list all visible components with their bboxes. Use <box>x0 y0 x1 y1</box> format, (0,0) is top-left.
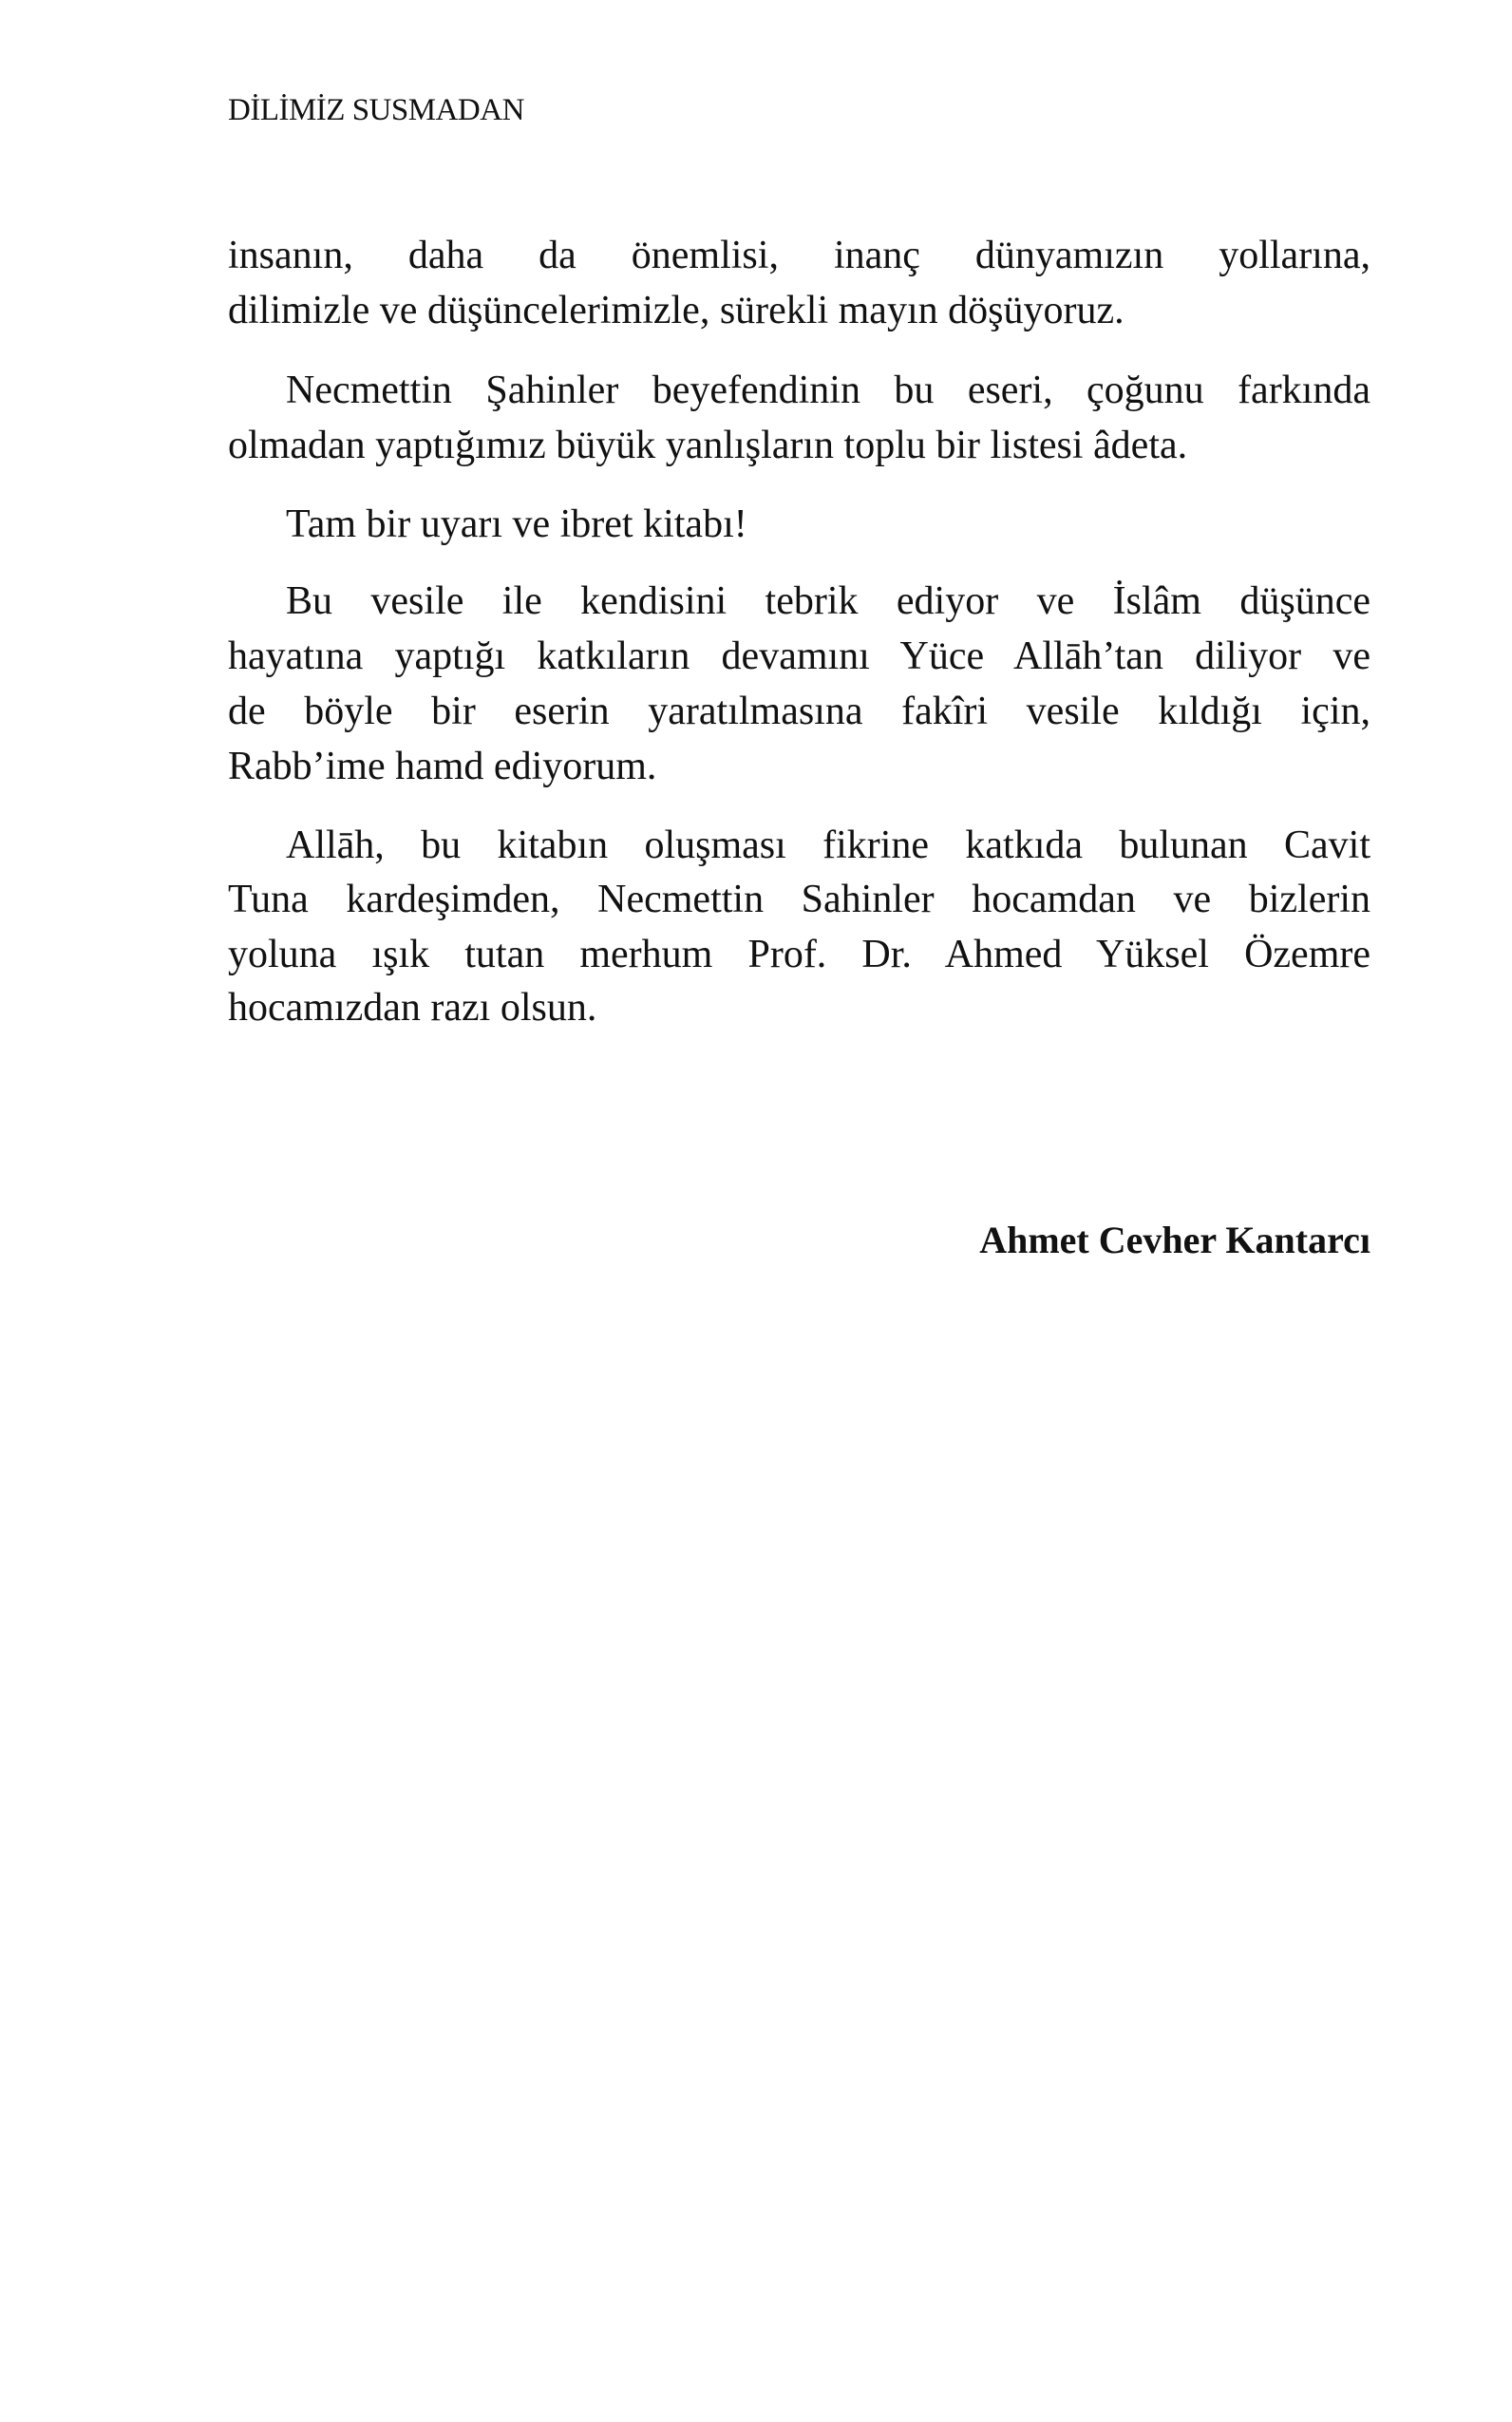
paragraph-3-line: Tam bir uyarı ve ibret kitabı! <box>286 502 747 546</box>
paragraph-5-line: Tuna kardeşimden, Necmettin Sahinler hocamdan ve bizlerin <box>228 878 1370 921</box>
paragraph-4-line: de böyle bir eserin yaratılmasına fakîri vesile kıldığı için, <box>228 690 1370 733</box>
paragraph-4-line: Rabb’ime hamd ediyorum. <box>228 745 657 788</box>
paragraph-2-line: Necmettin Şahinler beyefendinin bu eseri, çoğunu farkında <box>286 369 1370 412</box>
paragraph-4-line: hayatına yaptığı katkıların devamını Yüce Allāh’tan diliyor ve <box>228 634 1370 678</box>
paragraph-2-line: olmadan yaptığımız büyük yanlışların toplu bir listesi âdeta. <box>228 424 1188 467</box>
author-signature: Ahmet Cevher Kantarcı <box>979 1219 1370 1261</box>
paragraph-4-line: Bu vesile ile kendisini tebrik ediyor ve İslâm düşünce <box>286 579 1370 623</box>
paragraph-1-line: dilimizle ve düşüncelerimizle, sürekli mayın döşüyoruz. <box>228 289 1125 332</box>
paragraph-5-line: hocamızdan razı olsun. <box>228 986 597 1030</box>
running-header: DİLİMİZ SUSMADAN <box>228 93 524 127</box>
paragraph-1-line: insanın, daha da önemlisi, inanç dünyamızın yollarına, <box>228 234 1370 277</box>
paragraph-5-line: yoluna ışık tutan merhum Prof. Dr. Ahmed Yüksel Özemre <box>228 933 1370 976</box>
paragraph-5-line: Allāh, bu kitabın oluşması fikrine katkıda bulunan Cavit <box>286 823 1370 867</box>
